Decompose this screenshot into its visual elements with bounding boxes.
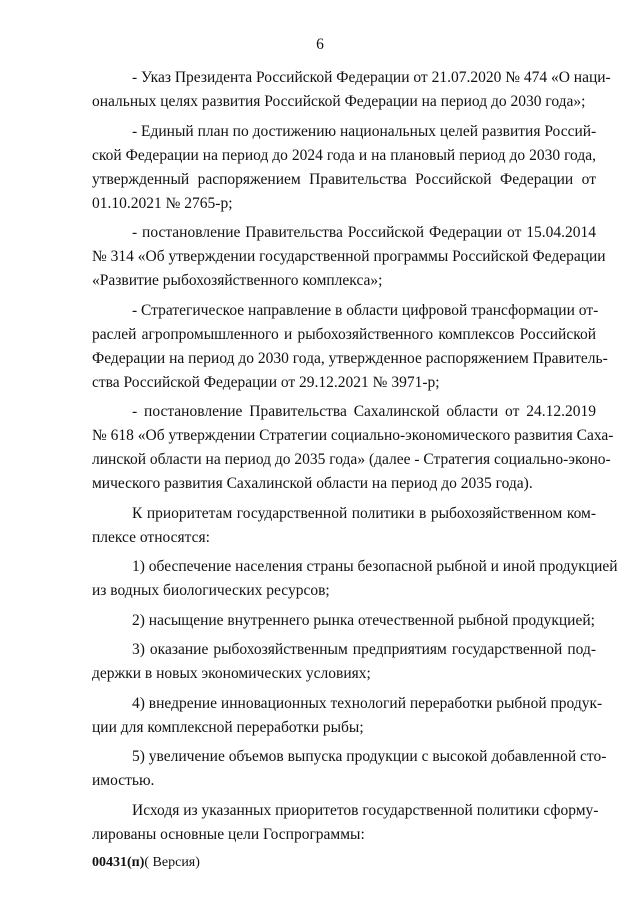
text-line: 3) оказание рыбохозяйственным предприятиям государственной под- bbox=[132, 641, 596, 658]
paragraph-goals-intro bbox=[92, 799, 599, 847]
priority-item-2 bbox=[92, 609, 596, 633]
text-line: держки в новых экономических условиях; bbox=[92, 665, 371, 682]
paragraph-resolution-618 bbox=[92, 400, 614, 496]
text-line: 4) внедрение инновационных технологий переработки рыбной продук- bbox=[132, 694, 603, 712]
page-number: 6 bbox=[316, 36, 324, 53]
priority-item-1 bbox=[92, 555, 618, 603]
text-line: - Стратегическое направление в области цифровой трансформации от- bbox=[132, 301, 599, 319]
text-line: 5) увеличение объемов выпуска продукции с высокой добавленной сто- bbox=[132, 748, 607, 765]
text-line: 01.10.2021 № 2765-р; bbox=[92, 194, 233, 212]
text-line: «Развитие рыбохозяйственного комплекса»; bbox=[92, 272, 383, 289]
text-line: - Единый план по достижению национальных целей развития Россий- bbox=[132, 122, 597, 140]
text-line: мического развития Сахалинской области на период до 2035 года). bbox=[92, 475, 533, 492]
text-line: раслей агропромышленного и рыбохозяйственного комплексов Российской bbox=[92, 325, 596, 343]
text-line: - постановление Правительства Сахалинской области от 24.12.2019 bbox=[132, 403, 596, 420]
priority-item-4 bbox=[92, 692, 603, 740]
text-line: К приоритетам государственной политики в рыбохозяйственном ком- bbox=[132, 504, 596, 522]
text-line: лированы основные цели Госпрограммы: bbox=[92, 825, 365, 843]
document-code: 00431(п) bbox=[92, 855, 145, 870]
paragraph-resolution-314 bbox=[92, 221, 606, 293]
text-line: имостью. bbox=[92, 772, 155, 789]
paragraph-priorities-intro bbox=[92, 502, 596, 550]
paragraph-decree-474 bbox=[92, 66, 611, 114]
paragraph-unified-plan bbox=[92, 120, 596, 216]
text-line: утвержденный распоряжением Правительства Российской Федерации от bbox=[92, 170, 596, 188]
text-line: № 618 «Об утверждении Стратегии социально-экономического развития Саха- bbox=[92, 427, 614, 444]
text-line: Федерации на период до 2030 года, утвержденное распоряжением Правитель- bbox=[92, 349, 608, 367]
text-line: № 314 «Об утверждении государственной программы Российской Федерации bbox=[92, 248, 606, 265]
text-line: 1) обеспечение населения страны безопасной рыбной и иной продукцией bbox=[132, 558, 618, 575]
text-line: линской области на период до 2035 года» (далее - Стратегия социально-эконо- bbox=[92, 451, 611, 468]
text-line: ства Российской Федерации от 29.12.2021 № 3971-р; bbox=[92, 373, 440, 391]
priority-item-3 bbox=[92, 638, 596, 686]
text-line: Исходя из указанных приоритетов государственной политики сформу- bbox=[132, 801, 599, 819]
text-line: плексе относятся: bbox=[92, 528, 210, 546]
version-label: ( Версия) bbox=[144, 855, 200, 870]
document-footer bbox=[92, 855, 200, 871]
text-line: ции для комплексной переработки рыбы; bbox=[92, 718, 364, 736]
text-line: 2) насыщение внутреннего рынка отечественной рыбной продукцией; bbox=[132, 611, 595, 629]
text-line: - Указ Президента Российской Федерации от 21.07.2020 № 474 «О наци- bbox=[132, 69, 611, 86]
text-line: - постановление Правительства Российской Федерации от 15.04.2014 bbox=[132, 224, 596, 241]
text-line: из водных биологических ресурсов; bbox=[92, 582, 330, 599]
text-line: ональных целях развития Российской Федерации на период до 2030 года»; bbox=[92, 93, 586, 110]
paragraph-digital-transformation bbox=[92, 299, 608, 395]
text-line: ской Федерации на период до 2024 года и на плановый период до 2030 года, bbox=[92, 146, 596, 164]
priority-item-5 bbox=[92, 745, 607, 793]
document-body bbox=[92, 66, 618, 847]
